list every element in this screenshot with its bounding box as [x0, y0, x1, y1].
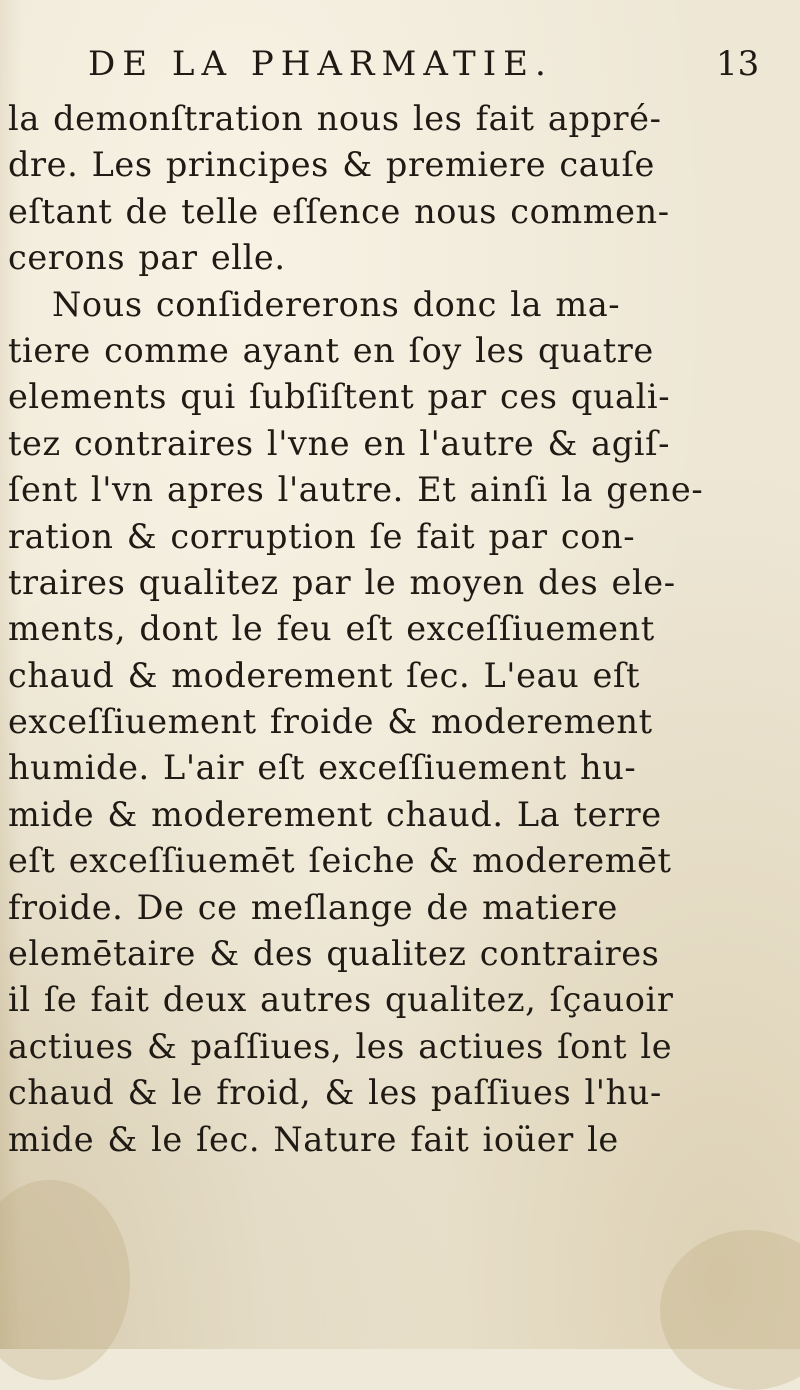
text-line: dre. Les principes & premiere cauſe — [8, 145, 655, 185]
paper-stain — [0, 1180, 130, 1380]
text-line: humide. L'air eſt exceſſiuement hu- — [8, 748, 637, 788]
text-line: actiues & paſſiues, les actiues ſont le — [8, 1026, 673, 1066]
paper-stain — [660, 1230, 800, 1390]
body-text — [8, 96, 793, 1163]
text-line: eſtant de telle eſſence nous commen- — [8, 191, 670, 231]
text-line: mide & le ſec. Nature fait ioüer le — [8, 1119, 619, 1159]
text-line: eſt exceſſiuemēt ſeiche & moderemēt — [8, 841, 672, 881]
text-line: elemētaire & des qualitez contraires — [8, 934, 660, 974]
text-line: ſent l'vn apres l'autre. Et ainſi la gene- — [8, 470, 704, 510]
paragraph-start-line: Nous conſidererons donc la ma- — [52, 284, 621, 324]
text-line: exceſſiuement froide & moderement — [8, 702, 653, 742]
text-line: il ſe fait deux autres qualitez, ſçauoir — [8, 980, 674, 1020]
text-line: chaud & le froid, & les paſſiues l'hu- — [8, 1073, 662, 1113]
text-line: tiere comme ayant en ſoy les quatre — [8, 330, 654, 370]
text-line: ration & corruption ſe fait par con- — [8, 516, 636, 556]
text-line: tez contraires l'vne en l'autre & agiſ- — [8, 423, 671, 463]
text-line: elements qui ſubſiſtent par ces quali- — [8, 377, 671, 417]
page-header — [0, 42, 800, 92]
page-number: 13 — [716, 44, 760, 84]
text-line: froide. De ce meſlange de matiere — [8, 887, 618, 927]
text-line: chaud & moderement ſec. L'eau eſt — [8, 655, 641, 695]
text-line: traires qualitez par le moyen des ele- — [8, 562, 676, 602]
running-head: DE LA PHARMATIE. — [88, 44, 553, 84]
text-line: ments, dont le feu eſt exceſſiuement — [8, 609, 655, 649]
text-line: la demonſtration nous les fait appré- — [8, 99, 662, 138]
text-line: cerons par elle. — [8, 238, 286, 278]
text-line: mide & moderement chaud. La terre — [8, 794, 662, 834]
